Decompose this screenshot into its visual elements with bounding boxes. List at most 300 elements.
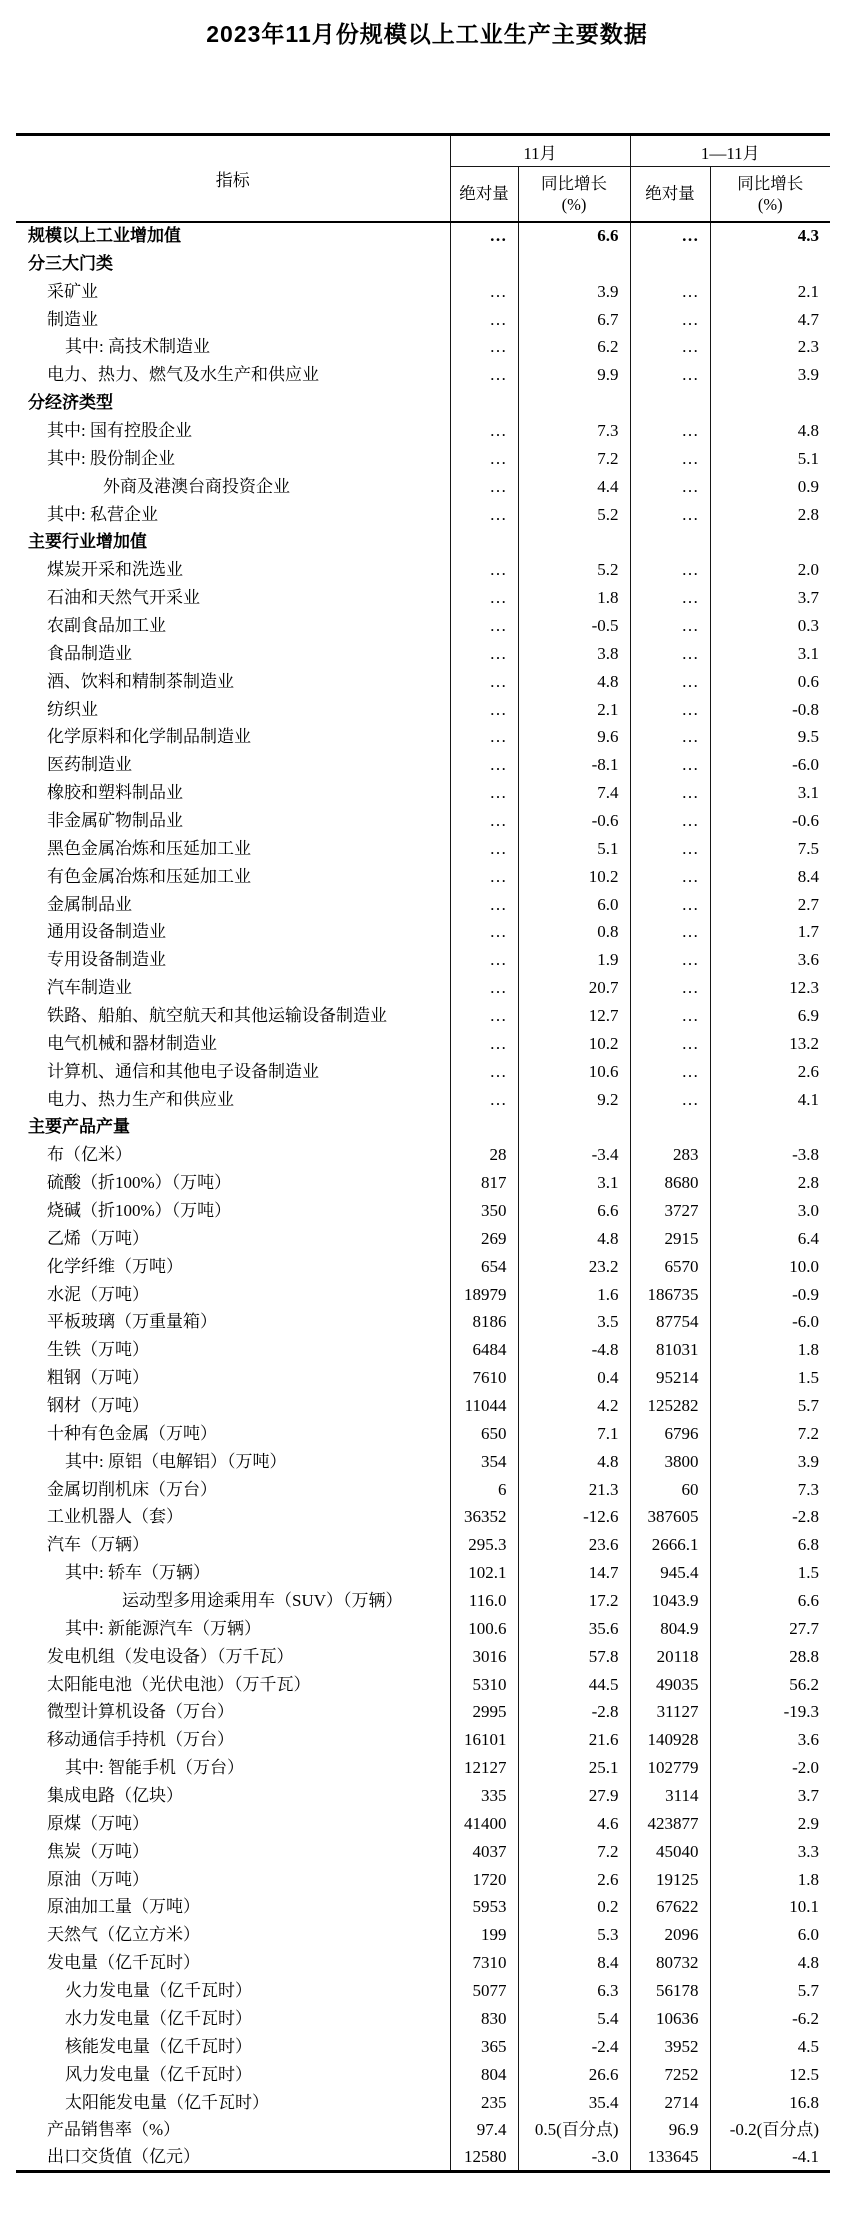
row-value-cum-absolute: … (630, 667, 710, 695)
header-cum-yoy (710, 167, 830, 222)
row-value-cum-yoy: 2.1 (710, 277, 830, 305)
row-value-nov-yoy: 4.4 (518, 472, 630, 500)
table-row (16, 1782, 830, 1810)
row-value-nov-yoy: 7.3 (518, 417, 630, 445)
table-row (16, 584, 830, 612)
row-value-cum-yoy: -0.2(百分点) (710, 2116, 830, 2144)
row-value-nov-absolute: 269 (450, 1224, 518, 1252)
row-indicator-label: 太阳能发电量（亿千瓦时） (65, 2092, 269, 2112)
table-row (16, 444, 830, 472)
table-row (16, 2032, 830, 2060)
row-value-nov-absolute: … (450, 305, 518, 333)
table-row (16, 862, 830, 890)
row-value-nov-absolute: … (450, 862, 518, 890)
row-value-cum-absolute: 67622 (630, 1893, 710, 1921)
table-row (16, 472, 830, 500)
row-value-nov-absolute: … (450, 472, 518, 500)
row-value-cum-absolute: … (630, 779, 710, 807)
row-value-nov-yoy: 21.3 (518, 1475, 630, 1503)
row-value-nov-yoy: 4.8 (518, 667, 630, 695)
row-value-cum-absolute: 1043.9 (630, 1587, 710, 1615)
row-value-cum-yoy: 4.1 (710, 1085, 830, 1113)
table-row (16, 2005, 830, 2033)
row-value-nov-yoy: 7.4 (518, 779, 630, 807)
row-value-cum-yoy: 4.8 (710, 417, 830, 445)
row-value-cum-absolute: 8680 (630, 1169, 710, 1197)
row-value-cum-absolute: … (630, 305, 710, 333)
row-value-cum-absolute: … (630, 1057, 710, 1085)
row-indicator-label: 其中: 股份制企业 (47, 448, 175, 468)
row-value-nov-yoy: 35.6 (518, 1614, 630, 1642)
header-nov-absolute: 绝对量 (450, 167, 518, 222)
row-value-cum-yoy: 3.9 (710, 361, 830, 389)
row-value-cum-absolute: … (630, 890, 710, 918)
table-row (16, 1754, 830, 1782)
row-value-nov-absolute: 28 (450, 1141, 518, 1169)
row-value-nov-yoy: 23.6 (518, 1531, 630, 1559)
table-row (16, 1977, 830, 2005)
row-value-nov-absolute: … (450, 1085, 518, 1113)
row-value-cum-yoy: 5.1 (710, 444, 830, 472)
row-indicator-label: 汽车制造业 (47, 978, 132, 998)
row-value-nov-absolute: 199 (450, 1921, 518, 1949)
row-value-nov-absolute: … (450, 974, 518, 1002)
row-indicator-label: 发电量（亿千瓦时） (47, 1953, 200, 1973)
row-value-nov-yoy: -0.6 (518, 807, 630, 835)
row-value-nov-absolute: 650 (450, 1419, 518, 1447)
header-indicator: 指标 (16, 135, 450, 222)
row-value-nov-yoy: 20.7 (518, 974, 630, 1002)
table-row (16, 1559, 830, 1587)
table-row (16, 1002, 830, 1030)
row-value-nov-yoy: 25.1 (518, 1754, 630, 1782)
table-row (16, 556, 830, 584)
row-value-nov-absolute: 5310 (450, 1670, 518, 1698)
row-value-cum-absolute: 2666.1 (630, 1531, 710, 1559)
row-value-nov-absolute: … (450, 1057, 518, 1085)
table-row (16, 639, 830, 667)
row-value-nov-absolute: 18979 (450, 1280, 518, 1308)
row-indicator-label: 食品制造业 (47, 643, 132, 663)
row-value-nov-absolute: … (450, 500, 518, 528)
row-value-cum-yoy: 6.4 (710, 1224, 830, 1252)
row-value-nov-yoy: 3.5 (518, 1308, 630, 1336)
table-row (16, 1893, 830, 1921)
row-value-nov-absolute: 16101 (450, 1726, 518, 1754)
row-value-cum-yoy: -6.2 (710, 2005, 830, 2033)
row-indicator-label: 计算机、通信和其他电子设备制造业 (47, 1061, 319, 1081)
table-row (16, 890, 830, 918)
row-value-nov-yoy: 1.6 (518, 1280, 630, 1308)
row-value-nov-absolute: … (450, 584, 518, 612)
row-value-nov-absolute: 4037 (450, 1837, 518, 1865)
row-value-nov-absolute: 11044 (450, 1392, 518, 1420)
row-value-cum-absolute: … (630, 862, 710, 890)
row-value-cum-yoy: 2.9 (710, 1809, 830, 1837)
row-value-cum-absolute: … (630, 1029, 710, 1057)
row-value-cum-absolute: 804.9 (630, 1614, 710, 1642)
row-value-nov-absolute: 100.6 (450, 1614, 518, 1642)
row-value-cum-yoy: 6.9 (710, 1002, 830, 1030)
row-value-nov-yoy: 0.2 (518, 1893, 630, 1921)
row-value-cum-yoy: 1.8 (710, 1865, 830, 1893)
row-value-cum-absolute (630, 1113, 710, 1141)
table-row (16, 1057, 830, 1085)
row-value-cum-yoy: 56.2 (710, 1670, 830, 1698)
row-value-nov-yoy: 7.2 (518, 1837, 630, 1865)
row-value-nov-yoy: 4.6 (518, 1809, 630, 1837)
table-row (16, 1726, 830, 1754)
row-value-nov-absolute: … (450, 444, 518, 472)
row-value-cum-absolute: … (630, 918, 710, 946)
row-value-cum-yoy: -0.9 (710, 1280, 830, 1308)
row-value-cum-yoy: -6.0 (710, 1308, 830, 1336)
row-value-nov-absolute: 350 (450, 1197, 518, 1225)
row-value-cum-yoy: 27.7 (710, 1614, 830, 1642)
row-indicator-label: 有色金属冶炼和压延加工业 (47, 866, 251, 886)
row-value-nov-absolute (450, 249, 518, 277)
row-indicator-label: 分三大门类 (28, 253, 113, 273)
row-value-cum-yoy: 6.6 (710, 1587, 830, 1615)
row-value-cum-yoy: 3.1 (710, 779, 830, 807)
row-value-cum-absolute: … (630, 946, 710, 974)
row-value-nov-absolute (450, 1113, 518, 1141)
row-value-cum-yoy (710, 1113, 830, 1141)
row-value-nov-yoy: 6.3 (518, 1977, 630, 2005)
row-value-cum-absolute: 49035 (630, 1670, 710, 1698)
row-value-cum-yoy: 2.0 (710, 556, 830, 584)
row-indicator-label: 非金属矿物制品业 (47, 810, 183, 830)
row-value-nov-yoy: 9.9 (518, 361, 630, 389)
row-indicator-label: 采矿业 (47, 281, 98, 301)
row-indicator-label: 金属切削机床（万台） (47, 1479, 217, 1499)
table-row (16, 1085, 830, 1113)
row-value-nov-absolute: 804 (450, 2060, 518, 2088)
row-indicator-label: 电力、热力生产和供应业 (47, 1089, 234, 1109)
row-value-cum-absolute: 125282 (630, 1392, 710, 1420)
row-value-nov-yoy: 4.2 (518, 1392, 630, 1420)
row-indicator-label: 黑色金属冶炼和压延加工业 (47, 838, 251, 858)
row-value-nov-absolute: 654 (450, 1252, 518, 1280)
row-value-cum-yoy: 3.0 (710, 1197, 830, 1225)
row-value-cum-absolute: 45040 (630, 1837, 710, 1865)
table-row (16, 807, 830, 835)
row-value-cum-absolute: … (630, 444, 710, 472)
row-value-cum-absolute: 31127 (630, 1698, 710, 1726)
row-value-cum-yoy: 6.8 (710, 1531, 830, 1559)
row-indicator-label: 煤炭开采和洗选业 (47, 560, 183, 580)
row-value-cum-yoy: 7.5 (710, 834, 830, 862)
row-indicator-label: 原煤（万吨） (47, 1813, 149, 1833)
row-value-nov-absolute: 36352 (450, 1503, 518, 1531)
row-indicator-label: 布（亿米） (47, 1145, 132, 1165)
row-value-nov-absolute (450, 389, 518, 417)
row-value-cum-yoy: 12.3 (710, 974, 830, 1002)
row-indicator-label: 主要产品产量 (28, 1117, 130, 1137)
row-value-nov-yoy: 3.9 (518, 277, 630, 305)
row-indicator-label: 烧碱（折100%）（万吨） (47, 1201, 232, 1220)
row-value-nov-absolute: … (450, 667, 518, 695)
row-value-nov-absolute: … (450, 834, 518, 862)
row-value-cum-yoy: 5.7 (710, 1392, 830, 1420)
table-row (16, 1503, 830, 1531)
header-group-row (16, 135, 830, 167)
row-indicator-label: 其中: 原铝（电解铝）（万吨） (65, 1451, 287, 1471)
table-row (16, 277, 830, 305)
row-value-cum-yoy: -2.8 (710, 1503, 830, 1531)
row-value-nov-yoy: 26.6 (518, 2060, 630, 2088)
row-value-cum-absolute: 2714 (630, 2088, 710, 2116)
row-value-nov-yoy: 35.4 (518, 2088, 630, 2116)
row-value-cum-absolute: 20118 (630, 1642, 710, 1670)
row-value-cum-absolute: … (630, 222, 710, 250)
row-value-cum-absolute: 2915 (630, 1224, 710, 1252)
row-indicator-label: 发电机组（发电设备）（万千瓦） (47, 1646, 294, 1666)
table-row (16, 1837, 830, 1865)
row-value-nov-yoy: 5.2 (518, 500, 630, 528)
row-value-nov-yoy: 3.1 (518, 1169, 630, 1197)
table-row (16, 1809, 830, 1837)
header-cum-yoy-label: 同比增长 (737, 173, 804, 193)
row-value-cum-absolute: 186735 (630, 1280, 710, 1308)
row-value-nov-absolute: … (450, 556, 518, 584)
row-value-cum-yoy: 3.7 (710, 584, 830, 612)
table-row (16, 1642, 830, 1670)
row-value-nov-yoy (518, 528, 630, 556)
row-indicator-label: 火力发电量（亿千瓦时） (65, 1981, 252, 2001)
row-value-nov-yoy: 9.2 (518, 1085, 630, 1113)
row-indicator-label: 风力发电量（亿千瓦时） (65, 2064, 252, 2084)
row-value-nov-absolute: … (450, 1002, 518, 1030)
row-value-nov-yoy: 21.6 (518, 1726, 630, 1754)
row-value-cum-absolute: … (630, 417, 710, 445)
row-value-cum-yoy: 10.1 (710, 1893, 830, 1921)
row-indicator-label: 石油和天然气开采业 (47, 588, 200, 608)
row-indicator-label: 其中: 国有控股企业 (47, 420, 192, 440)
row-value-nov-yoy: 6.0 (518, 890, 630, 918)
row-value-cum-absolute: … (630, 974, 710, 1002)
row-indicator-label: 焦炭（万吨） (47, 1841, 149, 1861)
row-value-cum-absolute: … (630, 1002, 710, 1030)
row-value-nov-yoy: -3.4 (518, 1141, 630, 1169)
row-value-nov-absolute: 354 (450, 1447, 518, 1475)
row-value-nov-absolute: … (450, 277, 518, 305)
row-value-cum-absolute: … (630, 834, 710, 862)
row-value-cum-absolute (630, 528, 710, 556)
row-value-cum-yoy (710, 389, 830, 417)
row-value-nov-absolute: 365 (450, 2032, 518, 2060)
row-value-nov-yoy: 1.8 (518, 584, 630, 612)
table-row (16, 1921, 830, 1949)
row-value-cum-yoy: 2.3 (710, 333, 830, 361)
row-value-nov-yoy (518, 249, 630, 277)
table-header (16, 135, 830, 222)
row-value-cum-yoy: 2.7 (710, 890, 830, 918)
row-indicator-label: 纺织业 (47, 699, 98, 719)
row-value-cum-yoy: 8.4 (710, 862, 830, 890)
row-value-nov-absolute: … (450, 723, 518, 751)
row-value-nov-yoy: 8.4 (518, 1949, 630, 1977)
row-value-nov-yoy: 12.7 (518, 1002, 630, 1030)
row-value-nov-yoy: -2.4 (518, 2032, 630, 2060)
row-value-nov-absolute: 41400 (450, 1809, 518, 1837)
row-value-nov-yoy: 17.2 (518, 1587, 630, 1615)
table-row (16, 1224, 830, 1252)
row-value-nov-yoy: 57.8 (518, 1642, 630, 1670)
row-indicator-label: 粗钢（万吨） (47, 1368, 149, 1388)
table-row (16, 249, 830, 277)
row-value-nov-yoy: -3.0 (518, 2144, 630, 2172)
row-indicator-label: 微型计算机设备（万台） (47, 1702, 234, 1722)
row-value-nov-yoy: 1.9 (518, 946, 630, 974)
row-value-nov-absolute: … (450, 222, 518, 250)
row-value-nov-absolute: 12580 (450, 2144, 518, 2172)
row-value-cum-absolute: 7252 (630, 2060, 710, 2088)
row-value-cum-absolute: … (630, 807, 710, 835)
row-value-cum-yoy (710, 528, 830, 556)
table-row (16, 974, 830, 1002)
row-value-nov-yoy: 10.2 (518, 862, 630, 890)
table-row (16, 946, 830, 974)
row-value-cum-absolute: … (630, 472, 710, 500)
table-row (16, 333, 830, 361)
table-row (16, 1698, 830, 1726)
table-row (16, 1197, 830, 1225)
row-value-cum-absolute: … (630, 723, 710, 751)
table-row (16, 667, 830, 695)
row-value-nov-absolute: 1720 (450, 1865, 518, 1893)
row-value-nov-yoy: 0.5(百分点) (518, 2116, 630, 2144)
header-nov-yoy (518, 167, 630, 222)
row-value-cum-absolute: 3952 (630, 2032, 710, 2060)
row-value-nov-absolute: 7610 (450, 1364, 518, 1392)
row-value-cum-absolute: 60 (630, 1475, 710, 1503)
row-value-cum-yoy: 2.8 (710, 1169, 830, 1197)
table-row (16, 723, 830, 751)
table-row (16, 1447, 830, 1475)
row-value-nov-absolute: … (450, 779, 518, 807)
row-value-cum-yoy: -2.0 (710, 1754, 830, 1782)
row-value-cum-yoy: 0.3 (710, 612, 830, 640)
header-group-november: 11月 (450, 135, 630, 167)
row-indicator-label: 出口交货值（亿元） (47, 2147, 200, 2167)
table-row (16, 1336, 830, 1364)
row-value-nov-absolute: … (450, 417, 518, 445)
row-value-cum-absolute: 140928 (630, 1726, 710, 1754)
table-row (16, 417, 830, 445)
row-value-cum-yoy: 7.3 (710, 1475, 830, 1503)
row-indicator-label: 工业机器人（套） (47, 1507, 183, 1527)
row-indicator-label: 乙烯（万吨） (47, 1228, 149, 1248)
row-value-cum-yoy: 0.9 (710, 472, 830, 500)
row-value-cum-absolute (630, 389, 710, 417)
row-value-nov-yoy (518, 389, 630, 417)
row-indicator-label: 原油（万吨） (47, 1869, 149, 1889)
row-indicator-label: 产品销售率（%） (47, 2120, 181, 2140)
row-value-nov-yoy: 5.2 (518, 556, 630, 584)
row-indicator-label: 生铁（万吨） (47, 1340, 149, 1360)
row-value-cum-yoy: 4.7 (710, 305, 830, 333)
row-value-cum-yoy: 28.8 (710, 1642, 830, 1670)
row-indicator-label: 化学原料和化学制品制造业 (47, 727, 251, 747)
row-value-cum-yoy: 4.5 (710, 2032, 830, 2060)
table-row (16, 1392, 830, 1420)
row-value-cum-yoy: 3.1 (710, 639, 830, 667)
row-value-cum-absolute: … (630, 333, 710, 361)
header-group-jan-november: 1—11月 (630, 135, 830, 167)
row-indicator-label: 铁路、船舶、航空航天和其他运输设备制造业 (47, 1005, 387, 1025)
row-indicator-label: 核能发电量（亿千瓦时） (65, 2036, 252, 2056)
row-value-cum-yoy: 5.7 (710, 1977, 830, 2005)
row-indicator-label: 水力发电量（亿千瓦时） (65, 2008, 252, 2028)
row-value-cum-absolute: 80732 (630, 1949, 710, 1977)
row-indicator-label: 太阳能电池（光伏电池）（万千瓦） (47, 1674, 311, 1694)
row-indicator-label: 其中: 私营企业 (47, 504, 158, 524)
row-value-cum-absolute: 945.4 (630, 1559, 710, 1587)
row-value-cum-absolute: … (630, 695, 710, 723)
row-value-nov-yoy (518, 1113, 630, 1141)
table-row (16, 1113, 830, 1141)
row-value-cum-absolute: 423877 (630, 1809, 710, 1837)
row-value-cum-yoy: 3.6 (710, 946, 830, 974)
row-value-cum-absolute: 96.9 (630, 2116, 710, 2144)
table-row (16, 1252, 830, 1280)
row-value-nov-yoy: 5.4 (518, 2005, 630, 2033)
row-value-nov-yoy: 6.7 (518, 305, 630, 333)
row-indicator-label: 其中: 轿车（万辆） (65, 1563, 210, 1583)
row-indicator-label: 规模以上工业增加值 (28, 226, 181, 246)
row-value-cum-yoy: 13.2 (710, 1029, 830, 1057)
row-indicator-label: 制造业 (47, 309, 98, 329)
row-value-nov-absolute: 295.3 (450, 1531, 518, 1559)
row-value-cum-yoy: 3.9 (710, 1447, 830, 1475)
row-indicator-label: 原油加工量（万吨） (47, 1897, 200, 1917)
row-value-nov-absolute: 8186 (450, 1308, 518, 1336)
row-value-nov-absolute (450, 528, 518, 556)
row-indicator-label: 硫酸（折100%）（万吨） (47, 1173, 232, 1193)
row-value-cum-absolute: 3727 (630, 1197, 710, 1225)
row-value-cum-absolute: … (630, 584, 710, 612)
row-indicator-label: 移动通信手持机（万台） (47, 1730, 234, 1750)
row-value-nov-yoy: -0.5 (518, 612, 630, 640)
table-row (16, 1169, 830, 1197)
row-value-nov-absolute: 335 (450, 1782, 518, 1810)
row-value-nov-yoy: -12.6 (518, 1503, 630, 1531)
row-indicator-label: 医药制造业 (47, 755, 132, 775)
table-row (16, 2116, 830, 2144)
row-value-nov-absolute: 5077 (450, 1977, 518, 2005)
row-value-nov-absolute: … (450, 918, 518, 946)
row-value-cum-absolute: … (630, 556, 710, 584)
table-row (16, 1141, 830, 1169)
table-row (16, 2060, 830, 2088)
table-row (16, 1531, 830, 1559)
row-value-nov-yoy: 14.7 (518, 1559, 630, 1587)
row-value-nov-yoy: 10.2 (518, 1029, 630, 1057)
row-value-cum-yoy: -6.0 (710, 751, 830, 779)
row-value-nov-absolute: 830 (450, 2005, 518, 2033)
row-value-nov-absolute: … (450, 1029, 518, 1057)
row-value-cum-absolute: … (630, 1085, 710, 1113)
row-value-nov-absolute: 12127 (450, 1754, 518, 1782)
header-cum-absolute: 绝对量 (630, 167, 710, 222)
row-indicator-label: 橡胶和塑料制品业 (47, 783, 183, 803)
row-value-nov-absolute: … (450, 807, 518, 835)
row-value-nov-absolute: 6484 (450, 1336, 518, 1364)
table-row (16, 2088, 830, 2116)
row-value-cum-absolute: 87754 (630, 1308, 710, 1336)
row-value-cum-yoy: 1.5 (710, 1364, 830, 1392)
